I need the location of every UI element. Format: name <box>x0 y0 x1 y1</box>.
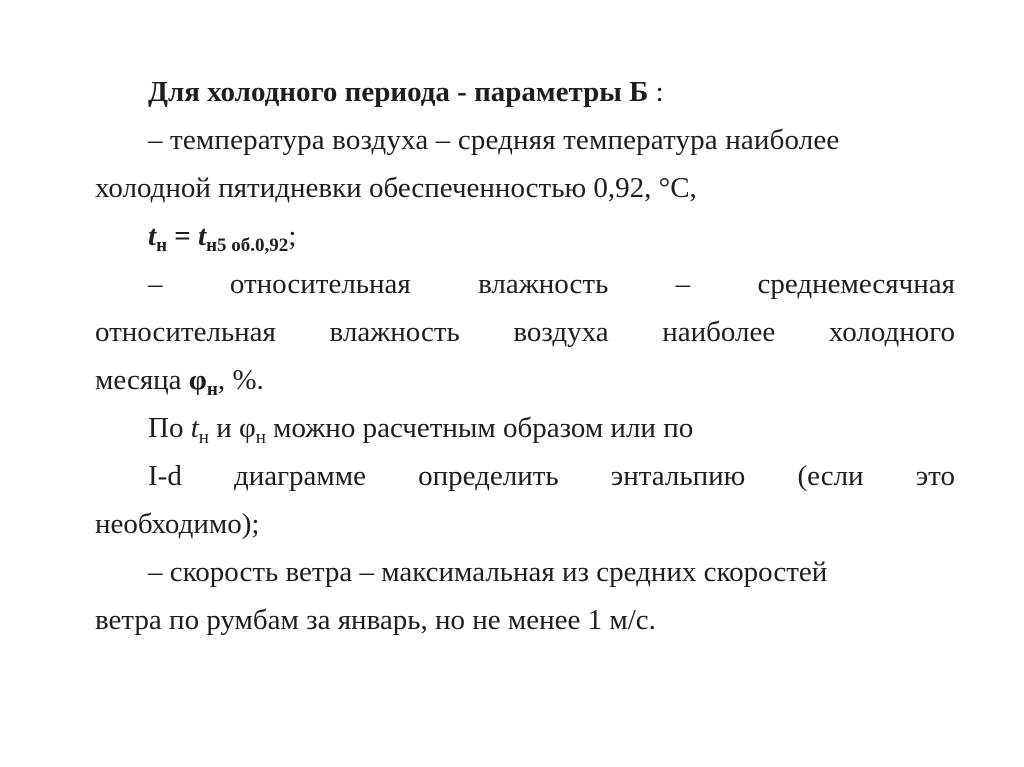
humidity-word: относительная <box>95 316 276 348</box>
formula <box>148 218 1008 254</box>
enthalpy-prefix: По <box>148 412 191 444</box>
formula-lhs-var: t <box>148 220 157 252</box>
enthalpy-phi-sub: н <box>255 427 266 448</box>
phi-symbol: φ <box>188 364 207 396</box>
formula-tail: ; <box>288 220 297 252</box>
formula-rhs-sub: н5 об.0,92 <box>206 235 289 256</box>
enthalpy-word: энтальпию <box>610 460 746 492</box>
formula-rhs-var: t <box>198 220 207 252</box>
enthalpy-phi: φ <box>238 412 256 444</box>
temperature-text-2: холодной пятидневки обеспеченностью 0,92, °С, <box>95 172 697 204</box>
humidity-line-3 <box>95 362 955 398</box>
humidity-word: воздуха <box>513 316 609 348</box>
enthalpy-t-var: t <box>190 412 199 444</box>
enthalpy-text-3: необходимо); <box>95 508 260 540</box>
heading-text: Для холодного периода - параметры Б <box>148 76 649 108</box>
temperature-line-1 <box>148 122 955 158</box>
humidity-line-2 <box>95 314 955 350</box>
enthalpy-line-1 <box>148 410 955 446</box>
enthalpy-t-sub: н <box>198 427 209 448</box>
enthalpy-word: (если <box>797 460 864 492</box>
formula-lhs-sub: н <box>156 235 168 256</box>
heading <box>148 74 955 110</box>
humidity-prefix: месяца <box>95 364 189 396</box>
humidity-word: – <box>675 268 691 300</box>
enthalpy-word: определить <box>418 460 559 492</box>
humidity-suffix: , %. <box>217 364 264 396</box>
humidity-word: относительная <box>229 268 411 300</box>
enthalpy-suffix: можно расчетным образом или по <box>265 412 694 444</box>
enthalpy-and: и <box>208 412 239 444</box>
humidity-word: наиболее <box>662 316 776 348</box>
humidity-word: холодного <box>828 316 955 348</box>
temperature-line-2 <box>95 170 955 206</box>
heading-tail: : <box>648 76 664 108</box>
enthalpy-word: I-d <box>148 460 182 492</box>
wind-line-1 <box>148 554 955 590</box>
wind-text-1: – скорость ветра – максимальная из средних скоростей <box>148 556 828 588</box>
humidity-word: среднемесячная <box>757 268 955 300</box>
enthalpy-word: это <box>915 460 955 492</box>
formula-equals: = <box>167 220 199 252</box>
wind-text-2: ветра по румбам за январь, но не менее 1 м/с. <box>95 604 656 636</box>
humidity-word: влажность <box>329 316 460 348</box>
temperature-text-1: – температура воздуха – средняя температура наиболее <box>148 124 840 156</box>
enthalpy-line-3 <box>95 506 955 542</box>
enthalpy-line-2 <box>148 458 955 494</box>
wind-line-2 <box>95 602 955 638</box>
humidity-line-1 <box>148 266 955 302</box>
humidity-word: – <box>148 268 163 300</box>
phi-sub: н <box>206 379 218 400</box>
enthalpy-word: диаграмме <box>233 460 366 492</box>
humidity-word: влажность <box>478 268 609 300</box>
